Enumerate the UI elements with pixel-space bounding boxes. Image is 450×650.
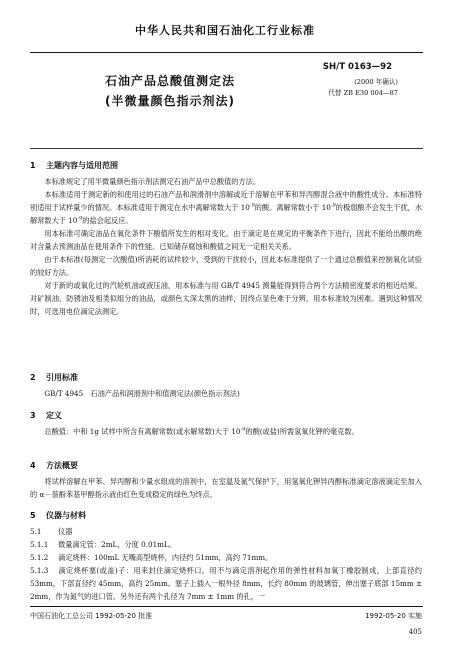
replace-note: 代替 ZB E30 004—87 bbox=[328, 89, 398, 97]
section-5-body bbox=[30, 525, 422, 603]
paragraph: 由于本标准(每测定一次酸值)所消耗的试样较少，受到的干扰较小，因此本标准提供了一个通过总酸值来控制氧化试验的较好方法。 bbox=[30, 255, 422, 277]
approval-note: 中国石油化工总公司 1992-05-20 批准 bbox=[30, 612, 153, 620]
paragraph: 本标准适用于测定新的和使用过的石油产品和润滑剂中溶解或近于溶解在甲苯和异丙醇混合液中的酸性成分。本标准特别适用于试样量少的情况。本标准适用于测定在水中离解常数大于 $10^{-9}$的酸。离解常数小于 $10^{-9}$的极弱酸不会发生干扰，水解常数大于 $10^{-9}$的盐会起反应。 bbox=[30, 190, 423, 225]
header-divider bbox=[30, 52, 423, 53]
section-title: 方法概要 bbox=[46, 461, 78, 470]
section-title: 定义 bbox=[46, 411, 62, 420]
document-title: 石油产品总酸值测定法 bbox=[104, 74, 235, 88]
standard-code: SH/T 0163—92 bbox=[322, 62, 392, 72]
section-number: 5 bbox=[30, 511, 36, 520]
list-item: 5.1.2 滴定烧杯：100mL 无嘴高型烧杯，内径约 51mm，高约 71mm。 bbox=[30, 553, 273, 562]
section-number: 4 bbox=[30, 461, 36, 470]
subsection-heading: 5.1 仪器 bbox=[30, 527, 73, 536]
list-item: 5.1.1 微量滴定管：2mL，分度 0.01mL。 bbox=[30, 540, 176, 549]
confirm-note: (2000 年确认) bbox=[354, 78, 398, 86]
standard-org-title: 中华人民共和国石油化工行业标准 bbox=[135, 24, 315, 37]
section-3-body bbox=[30, 425, 422, 438]
list-item: 5.1.3 滴定烧杯塞(或盖)子：用来封住滴定烧杯口。用不与滴定溶剂起作用的弹性材料加氧丁橡胶制成，上部直径约 53mm，下部直径约 45mm，高约 25mm。塞子上插入一根外径 8mm，长约 80mm 的玻璃管，伸出塞子底部 15mm ± 2mm，作为氮气的进口管。另外还有两个孔径为 7mm ± 1mm 的孔，一 bbox=[30, 566, 422, 601]
section-number: 2 bbox=[30, 373, 36, 382]
section-4-body bbox=[30, 475, 422, 501]
section-number: 1 bbox=[30, 161, 36, 170]
reference-item: GB/T 4945 石油产品和润滑剂中和值测定法(颜色指示剂法) bbox=[44, 389, 240, 398]
implementation-note: 1992-05-20 实施 bbox=[365, 612, 422, 620]
section-heading-5 bbox=[30, 510, 86, 521]
paragraph: 本标准规定了用半微量颜色指示剂法测定石油产品中总酸值的方法。 bbox=[44, 177, 261, 186]
paragraph: 用本标准可确定油品在氧化条件下酸值所发生的相对变化。由于滴定是在规定的平衡条件下进行，因此不能给出酸的绝对含量去预测油品在使用条件下的性能。已知储存腐蚀和酸值之间无一定相关关系。 bbox=[30, 229, 422, 251]
section-title: 主题内容与适用范围 bbox=[46, 161, 118, 170]
section-2-body bbox=[30, 387, 422, 400]
paragraph: 将试样溶解在甲苯、异丙醇和少量水组成的溶剂中，在室温及氮气保护下，用氢氧化钾异丙醇标准滴定溶液滴定至加入的 α－萘酚苯基甲醇指示液由红色变成稳定的绿色为终点。 bbox=[30, 477, 422, 499]
paragraph: 对于新的或氧化过的汽轮机油或液压油，用本标准与用 GB/T 4945 测量能得到符合两个方法精密度要求的相近结果。对矿制油、防锈油及相类似组分的油品，或颜色太深太黑的油样，因终点显色难于分辨，用本标准较为困难。遇到这种情况时，可选用电位滴定法测定。 bbox=[30, 281, 422, 316]
section-heading-1 bbox=[30, 160, 118, 171]
section-heading-2 bbox=[30, 372, 78, 383]
section-title: 引用标准 bbox=[46, 373, 78, 382]
section-title: 仪器与材料 bbox=[46, 511, 86, 520]
document-subtitle: (半微量颜色指示剂法) bbox=[105, 94, 235, 108]
title-divider bbox=[30, 148, 423, 149]
page-number: 405 bbox=[408, 628, 422, 636]
footer-divider bbox=[30, 606, 423, 607]
definition-paragraph: 总酸值：中和 1g 试样中所含有离解常数(或水解常数)大于 $10^{-9}$的酸(或盐)所需氢氧化钾的毫克数。 bbox=[44, 426, 359, 436]
section-number: 3 bbox=[30, 411, 36, 420]
section-heading-3 bbox=[30, 410, 62, 421]
section-heading-4 bbox=[30, 460, 78, 471]
section-1-body bbox=[30, 175, 422, 318]
